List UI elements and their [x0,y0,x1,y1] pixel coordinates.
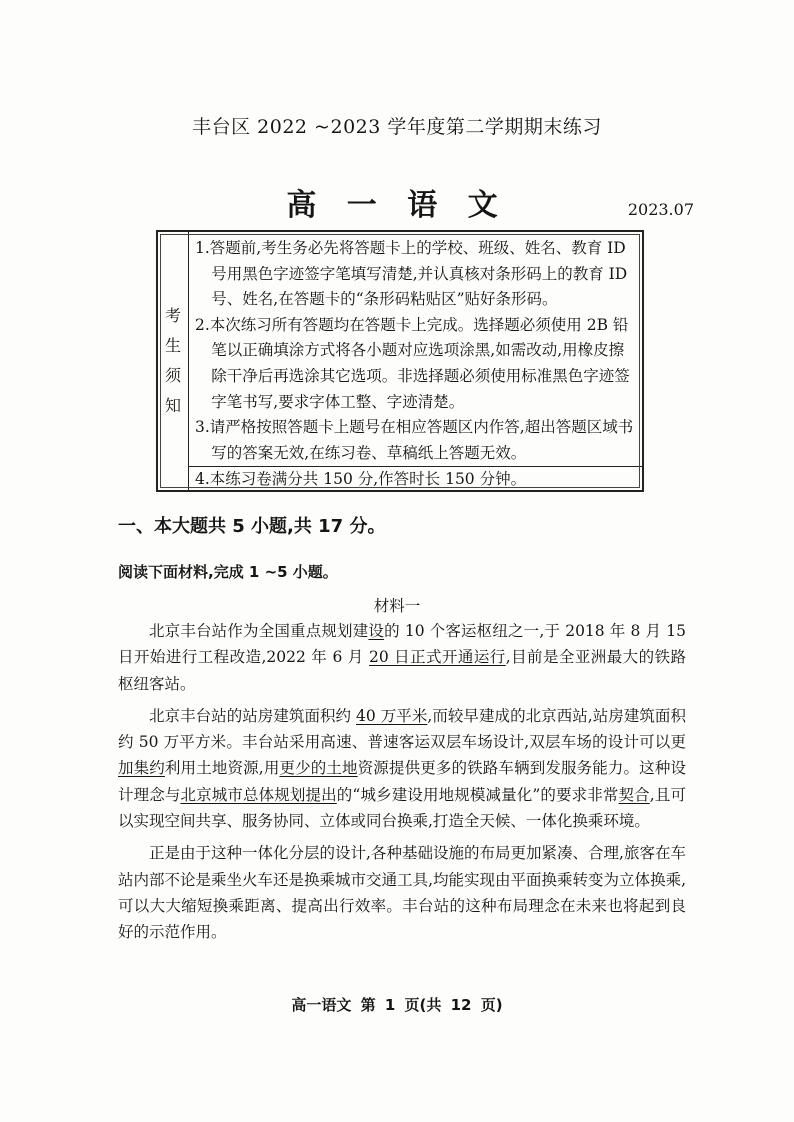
notice-label-char: 考 [164,306,181,325]
text-run: ,且可以实现空间共享、服务协同、立体或同台换乘,打造全天候、一体化换乘环境。 [118,785,686,831]
underlined-text: 20 日正式开通运行 [369,648,506,667]
text-run: 资源提供更多的铁路车辆到发服务能力。这种设计理念与 [118,759,686,804]
notice-item-1: 1.答题前,考生务必先将答题卡上的学校、班级、姓名、教育 ID 号用黑色字迹签字笔填写清楚,并认真核对条形码上的教育 ID 号、姓名,在答题卡的“条形码粘贴区”贴好条形码。 [195,239,628,309]
text-run: 利用土地资源,用 [164,759,280,778]
text-run: 北京丰台站的站房建筑面积约 [149,706,357,725]
notice-item-2: 2.本次练习所有答题均在答题卡上完成。选择题必须使用 2B 铅笔以正确填涂方式将各小题对应选项涂黑,如需改动,用橡皮擦除干净后再选涂其它选项。非选择题必须使用标准黑色字迹签字笔书写,要求字体工整、字迹清楚。 [195,315,630,411]
underlined-text: 更少的土地 [279,759,358,778]
text-run: 的 10 个客运枢纽之一,于 2018 年 8 月 15 日开始进行工程改造,2022 年 6 月 [118,622,686,667]
paragraph-2 [118,703,686,834]
text-run: 北京丰台站作为全国重点规划建 [149,622,369,640]
paragraph-1 [118,618,686,697]
material-body [118,618,686,952]
text-run: ,而较早建成的北京西站,站房建筑面积约 50 万平方米。丰台站采用高速、普速客运双层车场设计,双层车场的设计可以更 [118,706,686,752]
underlined-text: 40 万平米 [356,706,428,725]
notice-label-char: 生 [164,336,181,355]
notice-items [189,232,642,490]
underlined-text: 契合 [618,785,650,804]
text-run: 的“城乡建设用地规模减量化”的要求非常 [336,785,619,804]
notice-label-column [158,232,189,490]
section-heading: 一、本大题共 5 小题,共 17 分。 [118,516,386,537]
reading-instruction: 阅读下面材料,完成 1 ~5 小题。 [118,563,338,581]
exam-date: 2023.07 [627,200,694,219]
underlined-text: 设 [368,622,385,640]
notice-label-char: 须 [164,366,181,385]
underlined-text: 北京城市总体规划提出 [180,785,337,804]
notice-item-3: 3.请严格按照答题卡上题号在相应答题区内作答,超出答题区域书写的答案无效,在练习卷、草稿纸上答题无效。 [195,418,634,462]
material-title: 材料一 [373,597,421,615]
exam-title: 丰台区 2022 ~2023 学年度第二学期期末练习 [192,116,602,138]
page-footer: 高一语文 第 1 页(共 12 页) [291,996,503,1014]
underlined-text: 加集约 [118,759,165,778]
notice-label-char: 知 [164,396,181,415]
subject-title: 高 一 语 文 [286,188,508,223]
text-run: ,目前是全亚洲最大的铁路枢纽客站。 [118,648,686,693]
notice-item-4: 4.本练习卷满分共 150 分,作答时长 150 分钟。 [189,466,642,493]
paragraph-3: 正是由于这种一体化分层的设计,各种基础设施的布局更加紧凑、合理,旅客在车站内部不论是乘坐火车还是换乘城市交通工具,均能实现由平面换乘转变为立体换乘,可以大大缩短換乘距离、提高出行效率。丰台站的这种布局理念在未来也将起到良好的示范作用。 [118,844,686,942]
candidate-notice-box [156,230,644,492]
